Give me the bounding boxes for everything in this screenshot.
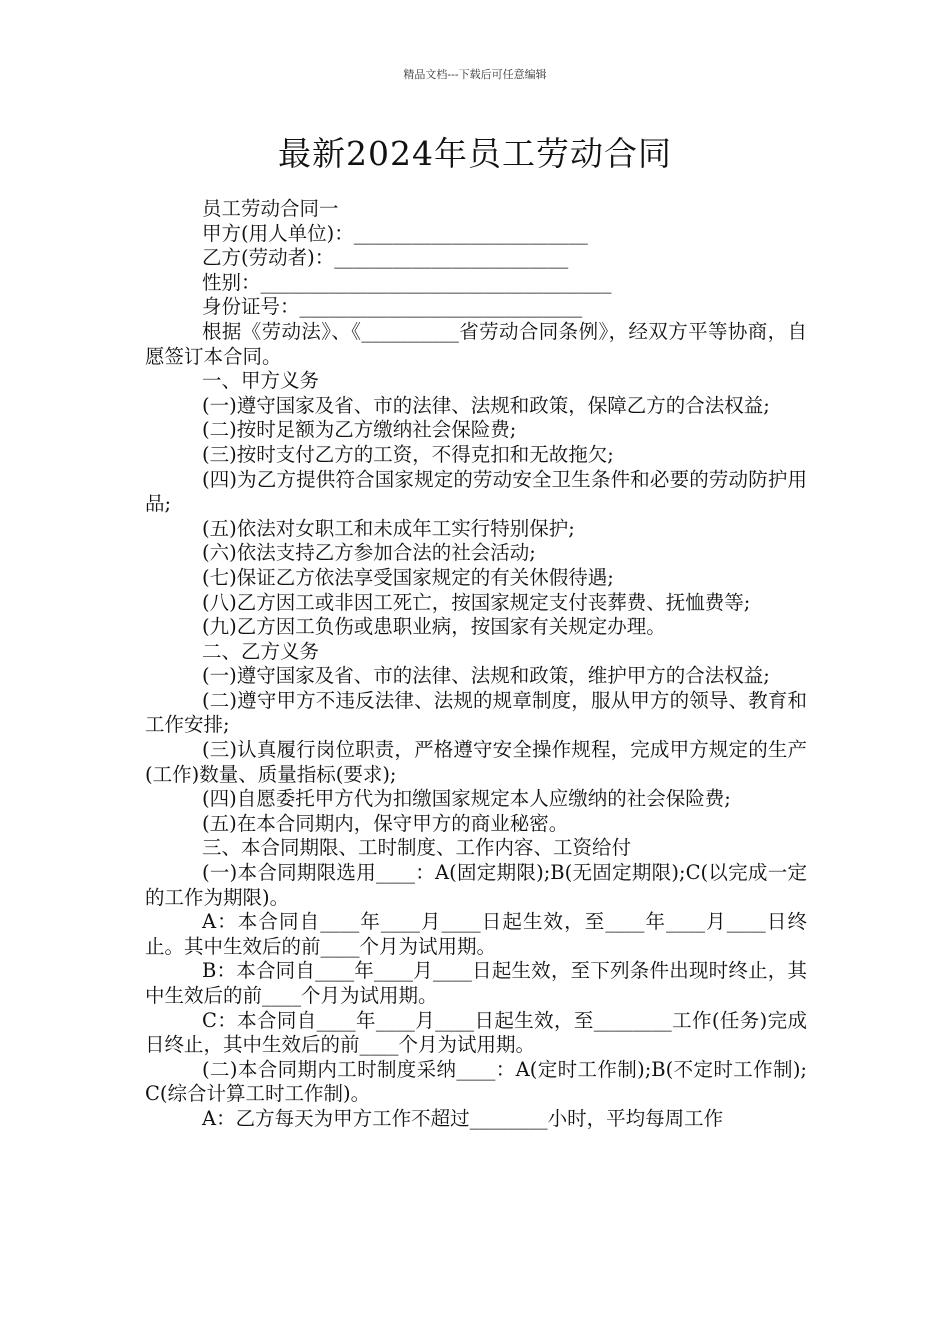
clause-paragraph: (二)按时足额为乙方缴纳社会保险费; <box>202 418 517 442</box>
section-heading: 一、甲方义务 <box>202 369 320 393</box>
clause-paragraph: B：本合同自____年____月____日起生效，至下列条件出现时终止，其中生效后的前____个月为试用期。 <box>145 959 807 1007</box>
section-heading: 二、乙方义务 <box>202 639 320 663</box>
document-title: 最新2024年员工劳动合同 <box>278 134 672 173</box>
clause-paragraph: A：乙方每天为甲方工作不超过________小时，平均每周工作 <box>202 1106 724 1130</box>
clause-paragraph: (三)按时支付乙方的工资，不得克扣和无故拖欠; <box>202 442 614 466</box>
clause-paragraph: (四)自愿委托甲方代为扣缴国家规定本人应缴纳的社会保险费; <box>202 787 731 811</box>
clause-paragraph: (一)遵守国家及省、市的法律、法规和政策，保障乙方的合法权益; <box>202 393 770 417</box>
clause-paragraph: (二)本合同期内工时制度采纳____：A(定时工作制);B(不定时工作制);C(综合计算工时工作制)。 <box>145 1057 807 1106</box>
gender-field: 性别：____________________________________ <box>202 270 612 294</box>
clause-paragraph: (七)保证乙方依法享受国家规定的有关休假待遇; <box>202 565 614 589</box>
clause-paragraph: (五)依法对女职工和未成年工实行特别保护; <box>202 516 575 540</box>
clause-paragraph: C：本合同自____年____月____日起生效，至________工作(任务)完成日终止，其中生效后的前____个月为试用期。 <box>145 1008 807 1057</box>
clause-paragraph: (二)遵守甲方不违反法律、法规的规章制度，服从甲方的领导、教育和工作安排; <box>145 688 807 737</box>
clause-paragraph: (四)为乙方提供符合国家规定的劳动安全卫生条件和必要的劳动防护用品; <box>145 467 807 516</box>
preamble-paragraph: 根据《劳动法》、《__________省劳动合同条例》，经双方平等协商，自愿签订本合同。 <box>145 319 807 368</box>
party-b-field: 乙方(劳动者)：________________________ <box>202 246 569 270</box>
clause-paragraph: (九)乙方因工负伤或患职业病，按国家有关规定办理。 <box>202 615 666 639</box>
clause-paragraph: (八)乙方因工或非因工死亡，按国家规定支付丧葬费、抚恤费等; <box>202 590 751 614</box>
clause-paragraph: (五)在本合同期内，保守甲方的商业秘密。 <box>202 811 569 835</box>
id-number-field: 身份证号：_____________________________ <box>202 295 583 319</box>
clause-paragraph: A：本合同自____年____月____日起生效，至____年____月____日终止。其中生效后的前____个月为试用期。 <box>145 910 807 958</box>
document-body <box>145 197 807 1132</box>
contract-heading: 员工劳动合同一 <box>202 197 339 220</box>
party-a-field: 甲方(用人单位)：________________________ <box>202 221 588 245</box>
clause-paragraph: (三)认真履行岗位职责，严格遵守安全操作规程，完成甲方规定的生产(工作)数量、质量指标(要求); <box>145 738 807 786</box>
clause-paragraph: (一)本合同期限选用____：A(固定期限);B(无固定期限);C(以完成一定的工作为期限)。 <box>145 861 807 909</box>
clause-paragraph: (六)依法支持乙方参加合法的社会活动; <box>202 541 536 565</box>
clause-paragraph: (一)遵守国家及省、市的法律、法规和政策，维护甲方的合法权益; <box>202 664 770 688</box>
section-heading: 三、本合同期限、工时制度、工作内容、工资给付 <box>202 836 632 860</box>
header-note: 精品文档---下载后可任意编辑 <box>403 68 547 81</box>
